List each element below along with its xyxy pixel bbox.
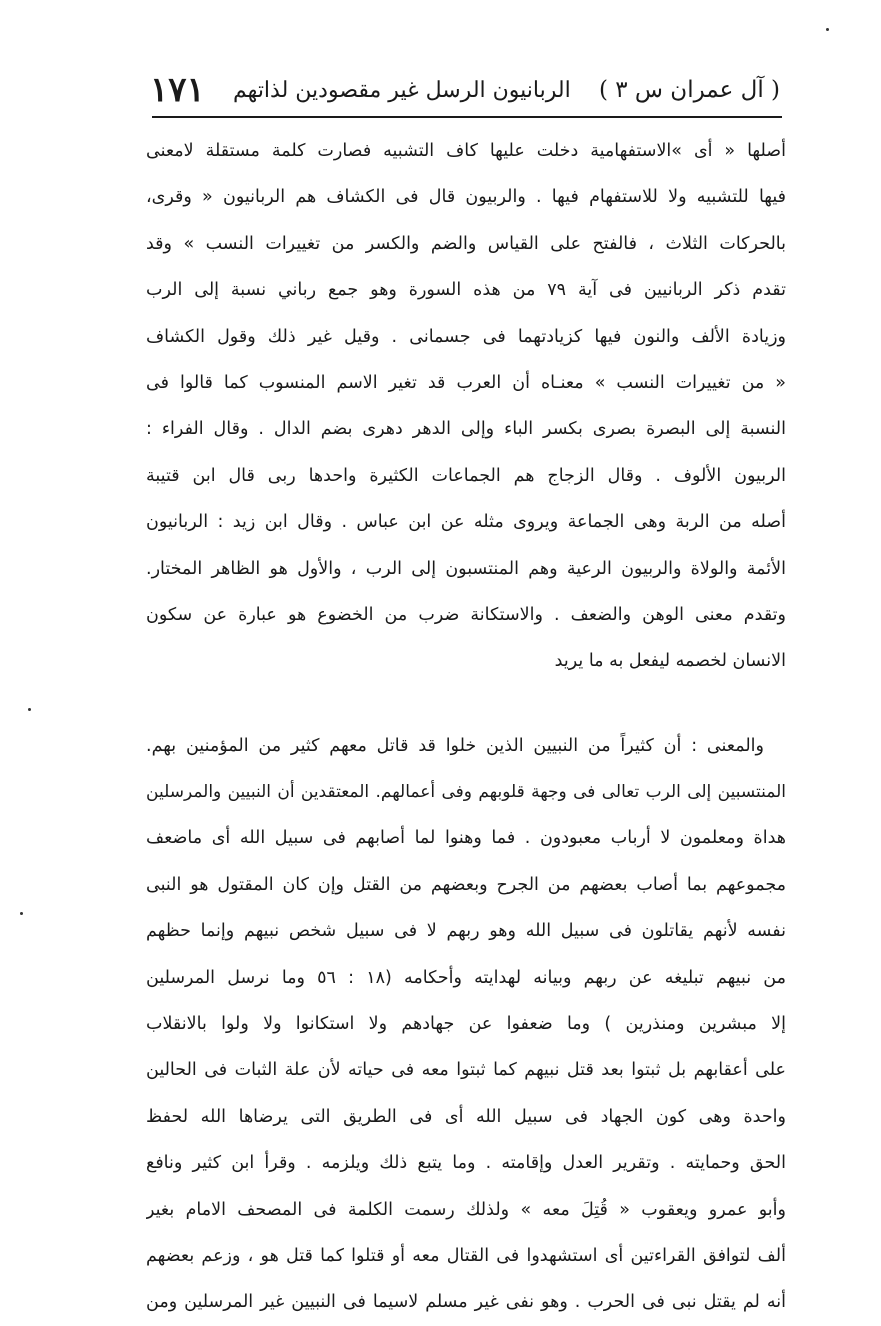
- text-line: ألف لتوافق القراءتين أى استشهدوا فى القتال معه أو قتلوا كما قتل هو ، وزعم بعضهم: [146, 1245, 786, 1266]
- text-line: وأبو عمرو ويعقوب « قُتِلَ معه » ولذلك رسمت الكلمة فى المصحف الامام بغير: [146, 1199, 786, 1220]
- surah-reference: ( آل عمران س ٣ ): [598, 77, 780, 103]
- text-line: « من تغييرات النسب » معنـاه أن العرب قد تغير الاسم المنسوب كما قالوا فى: [146, 372, 786, 393]
- text-line: أصلها « أى »الاستفهامية دخلت عليها كاف التشبيه فصارت كلمة مستقلة لامعنى: [146, 141, 786, 161]
- text-line: أصله من الربة وهى الجماعة ويروى مثله عن ابن عباس . وقال ابن زيد : الربانيون: [146, 512, 786, 533]
- text-line: والمعنى : أن كثيراً من النبيين الذين خلوا قد قاتل معهم كثير من المؤمنين بهم.: [146, 735, 764, 756]
- text-line: النسبة إلى البصرة بصرى بكسر الباء وإلى الدهر دهرى بضم الدال . وقال الفراء :: [146, 419, 786, 440]
- page-header: [150, 66, 780, 114]
- paragraph-1: [146, 128, 786, 685]
- text-line: أنه لم يقتل نبى فى الحرب . وهو نفى غير مسلم لاسيما فى النبيين غير المرسلين ومن: [146, 1292, 786, 1313]
- text-line: من نبيهم تبليغه عن ربهم وبيانه لهدايته وأحكامه (١٨ : ٥٦ وما نرسل المرسلين: [146, 967, 786, 988]
- body-text: [146, 128, 786, 1326]
- scan-speck: [826, 28, 829, 31]
- text-line: إلا مبشرين ومنذرين ) وما ضعفوا عن جهادهم ولا استكانوا ولا ولوا بالانقلاب: [146, 1014, 786, 1035]
- text-line: وزيادة الألف والنون فيها كزيادتهما فى جسمانى . وقيل غير ذلك وقول الكشاف: [146, 326, 786, 347]
- text-line: نفسه لأنهم يقاتلون فى سبيل الله وهو ربهم لا فى سبيل شخص نبيهم وإنما حظهم: [146, 921, 786, 942]
- text-line: الحق وحمايته . وتقرير العدل وإقامته . وما يتبع ذلك ويلزمه . وقرأ ابن كثير ونافع: [146, 1153, 786, 1174]
- text-line: مجموعهم بما أصاب بعضهم من الجرح وبعضهم من القتل وإن كان المقتول هو النبى: [146, 874, 786, 895]
- page-number: ١٧١: [150, 70, 205, 110]
- text-line: وتقدم معنى الوهن والضعف . والاستكانة ضرب من الخضوع هو عبارة عن سكون: [146, 604, 786, 625]
- text-line: الأئمة والولاة والربيون الرعية وهم المنتسبون إلى الرب ، والأول هو الظاهر المختار.: [146, 558, 786, 579]
- text-line: واحدة وهى كون الجهاد فى سبيل الله أى فى الطريق التى يرضاها الله لحفظ: [146, 1106, 786, 1127]
- text-line: فيها للتشبيه ولا للاستفهام فيها . والربيون قال فى الكشاف هم الربانيون « وقرى،: [146, 187, 786, 208]
- scan-speck: [28, 708, 31, 711]
- text-line: الانسان لخصمه ليفعل به ما يريد: [554, 651, 786, 672]
- scan-speck: [20, 912, 23, 915]
- text-line: تقدم ذكر الربانيين فى آية ٧٩ من هذه السورة وهو جمع رباني نسبة إلى الرب: [146, 280, 786, 301]
- text-line: المنتسبين إلى الرب تعالى فى وجهة قلوبهم وفى أعمالهم. المعتقدين أن النبيين والمرسلين: [146, 782, 786, 803]
- text-line: هداة ومعلمون لا أرباب معبودون . فما وهنوا لما أصابهم فى سبيل الله أى ماضعف: [146, 828, 786, 849]
- text-line: بالحركات الثلاث ، فالفتح على القياس والضم والكسر من تغييرات النسب » وقد: [146, 233, 786, 254]
- running-title: الربانيون الرسل غير مقصودين لذاتهم: [233, 77, 571, 103]
- paragraph-gap: [146, 685, 786, 723]
- paragraph-2: [146, 723, 786, 1326]
- text-line: الربيون الألوف . وقال الزجاج هم الجماعات الكثيرة واحدها ربى قال ابن قتيبة: [146, 465, 786, 486]
- text-line: على أعقابهم بل ثبتوا بعد قتل نبيهم كما ثبتوا معه فى حياته لأن علة الثبات فى الحالين: [146, 1060, 786, 1081]
- header-rule: [152, 116, 782, 118]
